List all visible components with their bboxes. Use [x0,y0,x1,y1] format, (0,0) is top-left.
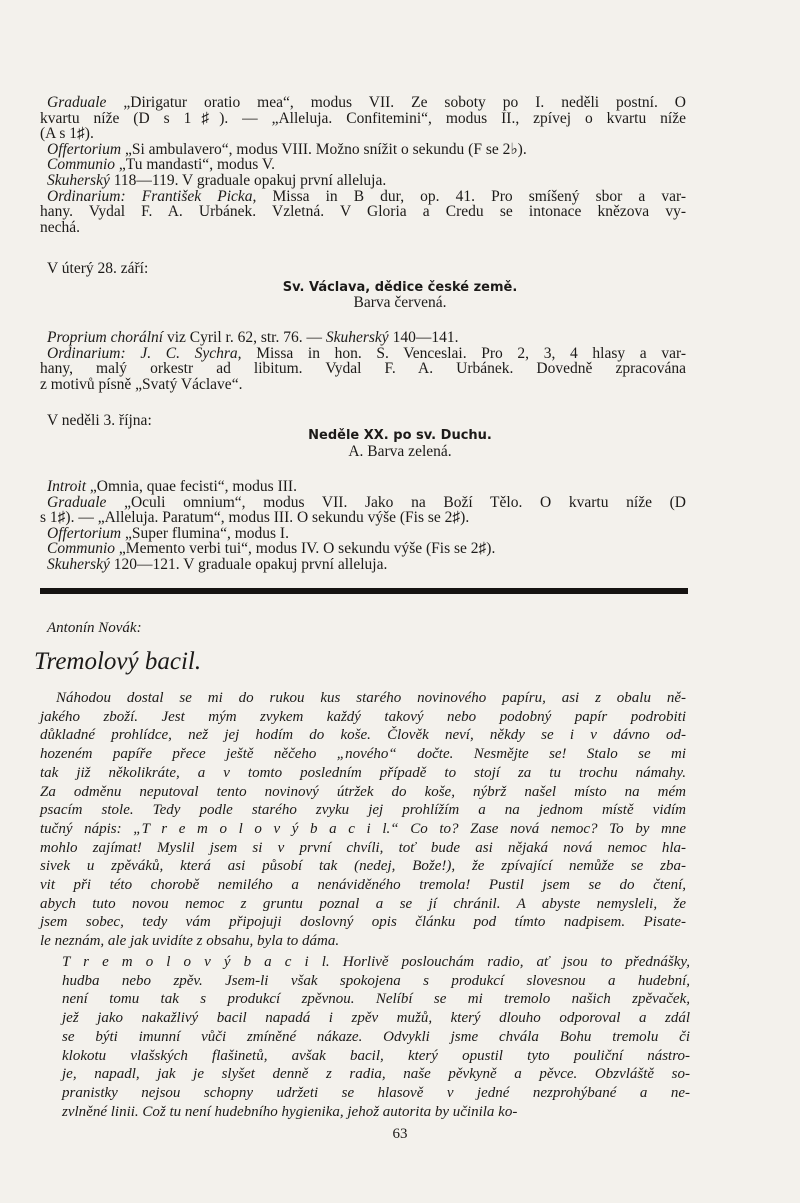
text-line [62,990,690,1009]
date-label: V neděli 3. října: [47,412,152,429]
text-line [40,142,686,158]
text-line [40,173,686,189]
text-segment: s 1♯). — „Alleluja. Paratum“, modus III. O sekundu výše (Fis se 2♯). [40,509,470,527]
text-segment: pranistky nejsou schopny udržeti se hlasově v jedné nezprohýbané a ne- [62,1084,690,1101]
text-segment: z motivů písně „Svatý Václave“. [40,375,243,393]
text-line [40,526,686,542]
liturgy-entry [40,189,686,236]
text-segment: jež jako nakažlivý bacil napadá i zpěv mužů, který dlouho odporoval a zdál [62,1010,690,1027]
text-segment: „Super flumina“, modus I. [121,524,289,542]
text-line [40,857,686,876]
text-segment: „Omnia, quae fecisti“, modus III. [86,478,297,495]
liturgical-color: A. Barva zelená. [348,443,452,460]
text-line [40,557,686,573]
text-segment: důkladné prohlídce, než jej hodím do koše. Člověk neví, někdy se i v dávno od- [40,727,686,744]
text-line [40,111,686,127]
text-segment: Missa in B dur, op. 41. Pro smíšený sbor a var- [256,187,686,205]
text-line [40,745,686,764]
text-line [40,204,686,220]
text-segment: hany, malý orkestr ad libitum. Vydal F. A. Urbánek. Dovedně zpracována [40,360,686,378]
liturgy-entry [40,157,686,173]
text-segment: klokotu vlašských flašinetů, avšak bacil, který opustil tyto pouliční nástro- [62,1047,690,1064]
text-segment: hany. Vydal F. A. Urbánek. Vzletná. V Gloria a Credu se intonace knězova vy- [40,203,686,221]
text-line [40,189,686,205]
article-author: Antonín Novák: [47,620,142,636]
text-line [40,689,686,708]
text-segment: jakého zboží. Jest mým zvykem každý takový nebo podobný papír podrobiti [40,708,686,725]
feast-heading: Sv. Václava, dědice české země. [282,280,518,295]
text-line [62,972,690,991]
liturgy-entry [40,330,686,346]
text-line [40,895,686,914]
date-label: V úterý 28. září: [47,260,149,277]
liturgy-section-1 [40,95,686,235]
liturgy-entry [40,142,686,158]
text-line [40,726,686,745]
text-line [62,1028,690,1047]
text-line [62,1084,690,1103]
text-segment: se býti imunní vůči zmíněné nákaze. Odvykli jsme chvála Bohu tremolu či [62,1028,690,1045]
text-segment: hudba nebo zpěv. Jsem-li však spokojena s produkcí slovesnou a hudební, [62,972,690,989]
liturgy-entry [40,346,686,393]
text-segment: psacím stole. Tedy podle starého zvyku jej prohlížím a na jednom místě vidím [40,802,686,819]
section-divider [40,588,688,594]
text-segment: T r e m o l o v ý b a c i l. Horlivě poslouchám radio, ať jsou to přednášky, [62,954,690,970]
italic-term: Proprium chorální [47,329,164,346]
text-line [40,157,686,173]
text-segment: tak již několikráte, a v tomto posledním případě to stojí za tu trochu námahy. [40,764,686,781]
italic-term: Ordinarium: František Picka, [47,187,257,205]
text-segment: tučný nápis: „T r e m o l o v ý b a c i l.“ Co to? Zase nová nemoc? To by mne [40,820,686,837]
text-segment: Za odměnu neputoval tento novinový útržek do koše, nýbrž našel místo na mém [40,783,686,800]
text-segment: 118—119. V graduale opakuj první alleluja. [109,171,387,189]
text-segment: kvartu níže (D s 1♯). — „Alleluja. Confitemini“, modus II., zpívej o kvartu níže [40,109,686,127]
feast-heading: Neděle XX. po sv. Duchu. [308,428,492,443]
italic-term: Ordinarium: J. C. Sychra, [47,344,242,362]
text-line [40,932,686,951]
article-title: Tremolový bacil. [34,648,202,675]
liturgical-color: Barva červená. [353,294,447,311]
text-segment: „Memento verbi tui“, modus IV. O sekundu výše (Fis se 2♯). [115,540,496,558]
text-segment: mohlo zajímat! Myslil jsem si v první chvíli, toť bude asi nějaká nová nemoc hla- [40,839,686,856]
italic-term: Skuherský [47,171,110,189]
text-segment: 140—141. [388,329,459,346]
text-line [40,479,686,495]
text-line [40,346,686,362]
italic-term: Introit [47,478,87,495]
text-line [40,377,686,393]
text-segment: je, napadl, jak je slyšet denně z radia, naše pěvkyně a pěvce. Obzvláště so- [62,1066,690,1083]
text-segment: viz Cyril r. 62, str. 76. — [163,329,326,346]
italic-term: Graduale [47,94,107,111]
liturgy-entry [40,173,686,189]
text-line [40,801,686,820]
italic-term: Communio [47,540,116,558]
text-line [40,361,686,377]
text-segment: 120—121. V graduale opakuj první alleluja. [109,555,388,573]
text-segment: abych tuto novou nemoc z gruntu poznal a se jí chránil. A abyste nemysleli, že [40,895,686,912]
text-segment: „Oculi omnium“, modus VII. Jako na Boží Tělo. O kvartu níže (D [106,493,686,511]
liturgy-entry [40,557,686,573]
text-segment: zvlněné linii. Což tu není hudebního hygienika, jehož autorita by učinila ko- [62,1103,518,1120]
liturgy-entry [40,95,686,142]
text-segment: Missa in hon. S. Venceslai. Pro 2, 3, 4 hlasy a var- [241,344,686,362]
text-segment: sivek u zpěváků, která asi působí tak (nedej, Bože!), že zpívající nemůže se zba- [40,858,686,875]
italic-term: Communio [47,156,116,174]
page-number: 63 [392,1126,408,1142]
text-segment: vit při této chorobě nemilého a nenáviděného tremola! Pustil jsem se do čtení, [40,877,686,894]
text-segment: „Tu mandasti“, modus V. [115,156,275,174]
text-line [40,783,686,802]
text-line [62,1047,690,1066]
liturgy-entry [40,541,686,557]
text-line [40,876,686,895]
text-line [62,953,690,972]
text-line [40,913,686,932]
text-line [40,820,686,839]
text-line [40,95,686,111]
text-line [40,541,686,557]
text-segment: jsem sobec, tedy vám připojuji doslovný opis článku pod tímto nadpisem. Pisate- [40,914,686,931]
text-segment: „Si ambulavero“, modus VIII. Možno snížit o sekundu (F se 2♭). [121,140,527,158]
italic-term: Offertorium [47,140,122,158]
text-segment: „Dirigatur oratio mea“, modus VII. Ze soboty po I. neděli postní. O [106,94,686,111]
italic-term: Graduale [47,493,107,511]
text-line [40,495,686,511]
text-line [40,839,686,858]
text-line [40,330,686,346]
liturgy-entry [40,479,686,495]
text-line [62,1103,690,1122]
text-line [62,1065,690,1084]
liturgy-entry [40,495,686,526]
text-line [40,764,686,783]
liturgy-entry [40,526,686,542]
text-segment: (A s 1♯). [40,125,94,143]
italic-term: Skuherský [325,329,389,346]
text-segment: le neznám, ale jak uvidíte z obsahu, byla to dáma. [40,933,340,950]
text-line [40,220,686,236]
liturgy-section-3 [40,479,686,573]
article-paragraph-2 [62,953,690,1121]
text-segment: nechá. [40,218,81,236]
text-segment: hozeném papíře přece ještě něčeho „nového“ dočte. Nesmějte se! Stalo se mi [40,746,686,763]
text-segment: Náhodou dostal se mi do rukou kus starého novinového papíru, asi z obalu ně- [56,690,686,706]
text-line [40,126,686,142]
text-line [62,1009,690,1028]
article-paragraph-1 [40,689,686,951]
text-line [40,708,686,727]
italic-term: Offertorium [47,524,122,542]
liturgy-section-2 [40,330,686,392]
text-line [40,510,686,526]
text-segment: není tomu tak s produkcí zpěvnou. Nelíbí se mi tremolo našich zpěvaček, [62,991,690,1008]
italic-term: Skuherský [47,555,110,573]
